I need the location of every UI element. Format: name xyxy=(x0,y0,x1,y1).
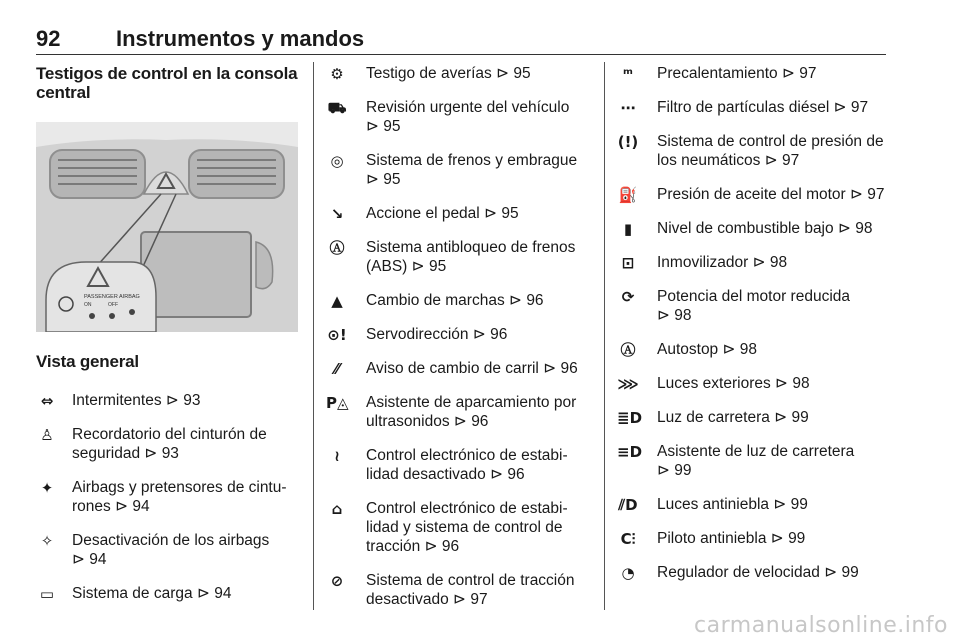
fog-lights-icon: ⫽D xyxy=(618,496,638,514)
list-item: ⊡ Inmovilizador ⊳ 98 xyxy=(617,253,887,272)
pedal-icon: ↘ xyxy=(330,205,344,223)
list-item: ⋯ Filtro de partículas diésel ⊳ 97 xyxy=(617,98,887,117)
brake-icon: ◎ xyxy=(330,152,344,170)
lane-icon: ⁄⁄ xyxy=(334,360,340,378)
list-item: ⁄⁄ Aviso de cambio de carril ⊳ 96 xyxy=(326,359,588,378)
list-item: (!) Sistema de control de presión de los neumáticos ⊳ 97 xyxy=(617,133,884,169)
list-item: ▮ Nivel de combustible bajo ⊳ 98 xyxy=(617,219,887,238)
section-title: Testigos de control en la consola central xyxy=(36,64,298,102)
high-beam-assist-icon: ≡D xyxy=(617,443,643,461)
list-item: ⋙ Luces exteriores ⊳ 98 xyxy=(617,375,810,393)
tire-pressure-icon: (!) xyxy=(617,133,639,151)
list-item: ⟳ Potencia del motor reducida ⊳ 98 xyxy=(617,287,887,325)
traction-off-icon: ⊘ xyxy=(330,572,344,590)
parking-icon: P◬ xyxy=(326,394,349,412)
esc-icon: ⌂ xyxy=(331,500,343,518)
rear-fog-icon: C⫶ xyxy=(620,530,636,548)
autostop-icon: Ⓐ xyxy=(620,341,636,359)
reduced-power-icon: ⟳ xyxy=(621,288,635,306)
airbag-icon: ✦ xyxy=(40,479,54,497)
list-item: ▭ Sistema de carga ⊳ 94 xyxy=(36,584,301,603)
list-item: C⫶ Piloto antiniebla ⊳ 99 xyxy=(617,529,887,548)
column-divider xyxy=(604,62,605,610)
page-number: 92 xyxy=(36,26,61,51)
oil-pressure-icon: ⛽ xyxy=(618,186,638,204)
airbag-off-icon: ✧ xyxy=(40,532,54,550)
list-item: ⌂ Control electrónico de estabi-lidad y sistema de control de tracción ⊳ 96 xyxy=(326,499,588,556)
car-service-icon: ⛟ xyxy=(327,99,347,117)
column-2 xyxy=(326,64,588,624)
list-item: ≡D Asistente de luz de carretera ⊳ 99 xyxy=(617,443,855,479)
immobilizer-icon: ⊡ xyxy=(621,254,635,272)
column-3 xyxy=(617,64,887,597)
list-item: ⚙ Testigo de averías ⊳ 95 xyxy=(326,64,588,83)
glow-plug-icon: ᵐ xyxy=(623,65,633,83)
list-item: ✧ Desactivación de los airbags ⊳ 94 xyxy=(36,531,301,569)
chapter-title: Instrumentos y mandos xyxy=(116,26,365,51)
list-item: ⫽D Luces antiniebla ⊳ 99 xyxy=(618,496,808,514)
column-1 xyxy=(36,64,301,618)
list-item: Ⓐ Autostop ⊳ 98 xyxy=(617,340,887,359)
list-item: ◔ Regulador de velocidad ⊳ 99 xyxy=(617,563,887,582)
indicator-list xyxy=(617,64,887,582)
column-divider xyxy=(313,62,314,610)
battery-icon: ▭ xyxy=(39,585,55,603)
fuel-icon: ▮ xyxy=(623,220,633,238)
indicator-list xyxy=(36,391,301,603)
list-item: ♙ Recordatorio del cinturón de seguridad ⊳ 93 xyxy=(36,425,301,463)
engine-icon: ⚙ xyxy=(330,65,344,83)
high-beam-icon: ≣D xyxy=(617,409,643,427)
turn-signal-icon: ⇔ xyxy=(40,392,54,410)
list-item: ⊘ Sistema de control de tracción desactivado ⊳ 97 xyxy=(326,571,588,609)
subsection-title: Vista general xyxy=(36,352,139,371)
list-item: ⇔ Intermitentes ⊳ 93 xyxy=(36,391,301,410)
console-figure xyxy=(36,122,298,332)
list-item: ⊙! Servodirección ⊳ 96 xyxy=(327,326,508,344)
list-item: ᵐ Precalentamiento ⊳ 97 xyxy=(617,64,887,83)
cruise-control-icon: ◔ xyxy=(621,564,635,582)
figure-label-off: OFF xyxy=(108,302,118,308)
steering-icon: ⊙! xyxy=(327,326,347,344)
watermark: carmanualsonline.info xyxy=(694,613,948,638)
indicator-list xyxy=(326,64,588,609)
list-item: ≀ Control electrónico de estabi-lidad desactivado ⊳ 96 xyxy=(326,446,588,484)
list-item: ▲ Cambio de marchas ⊳ 96 xyxy=(326,291,588,310)
list-item: ↘ Accione el pedal ⊳ 95 xyxy=(326,204,588,223)
diesel-filter-icon: ⋯ xyxy=(620,99,636,117)
list-item: ◎ Sistema de frenos y embrague ⊳ 95 xyxy=(326,151,588,189)
list-item: ✦ Airbags y pretensores de cintu-rones ⊳ 94 xyxy=(36,478,301,516)
list-item: ⛟ Revisión urgente del vehículo ⊳ 95 xyxy=(327,99,570,135)
list-item: P◬ Asistente de aparcamiento por ultrasonidos ⊳ 96 xyxy=(326,394,577,430)
list-item: ⛽ Presión de aceite del motor ⊳ 97 xyxy=(618,186,885,204)
abs-icon: Ⓐ xyxy=(329,239,345,257)
figure-label: PASSENGER AIRBAG xyxy=(84,294,140,300)
list-item: Ⓐ Sistema antibloqueo de frenos (ABS) ⊳ 95 xyxy=(326,238,588,276)
exterior-lights-icon: ⋙ xyxy=(617,375,639,393)
esc-off-icon: ≀ xyxy=(334,447,340,465)
page-header xyxy=(36,26,886,55)
list-item: ≣D Luz de carretera ⊳ 99 xyxy=(617,409,809,427)
seat-belt-icon: ♙ xyxy=(40,426,54,444)
shift-up-icon: ▲ xyxy=(331,292,343,310)
figure-label-on: ON xyxy=(84,302,92,308)
